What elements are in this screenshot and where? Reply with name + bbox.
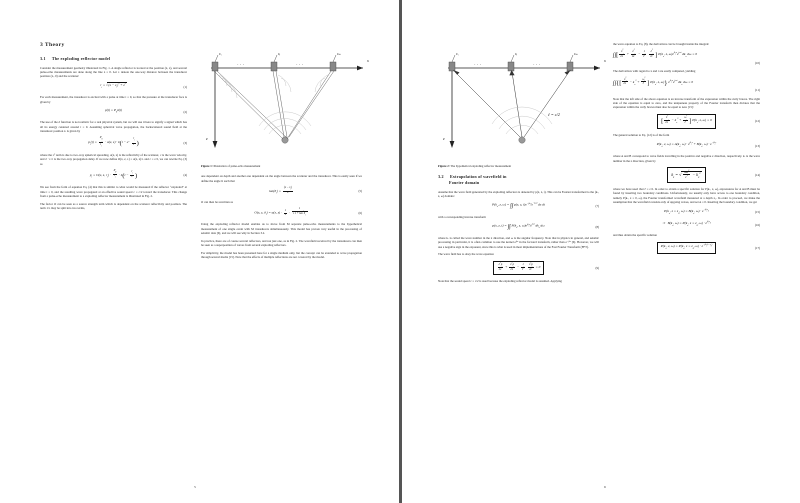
figure-2-diagram	[438, 42, 616, 162]
svg-text:x: x	[604, 58, 606, 63]
paragraph: Using the exploding reflector model enables us to move from M separate pulse-echo measurements to the hypothetical measurement of one single event with M transducers simultaneously. This model has proven very useful in the processing of seismic data [6], and we will see why in Section 3.2.	[201, 222, 362, 235]
equation-14-tag: (14)	[754, 172, 760, 177]
equation-5-tag: (5)	[358, 189, 362, 194]
paragraph: Note that the left side of the above equation is an inverse transform of the expression within the curly braces. The right side of the equation is equal to zero, and the uniqueness property of the Fourier transform then dictates that the expression within the curly braces must also be equal to zero [15]:	[613, 96, 760, 110]
equation-8-tag: (8)	[595, 225, 599, 230]
svg-text:· · ·: · · ·	[296, 63, 304, 68]
equation-10-tag: (10)	[754, 60, 760, 65]
figure-1-diagram	[201, 42, 379, 162]
equation-7	[438, 202, 599, 210]
equation-2-body: $p(t) = P_0\delta(t)$	[105, 108, 122, 115]
figure-1-caption	[201, 164, 362, 168]
paragraph: where we have used that ĉ = c/2. In order to obtain a specific solution for P(kₓ, z, ω), expressions for A and B must be found by inserting two boundary conditions. Unfortunately, we usually only have access to one boundary condition, namely P(kₓ, z = 0, ω), the Fourier transformed wavefield measured at a depth z₀. In order to proceed, we make the assumption that the wavefield consists only of upgoing waves, and set A = 0. Inserting the boundary condition, we get	[613, 187, 760, 205]
equation-14-body: $k_z$ = √ $\frac{4\omega^2}{c^2}$ − $k_x^2$	[667, 167, 705, 183]
figure-2	[438, 42, 606, 168]
paragraph: where the rᵢ² term is due to two-way spherical spreading, α(x, z) is the reflectivity of the scatterer, c is the wave velocity, and 2 · rᵢ/c is the two-way propagation delay. If we now define O(x, z, rᵢ) = α(x, z)/rᵢ and c = c/2, we can rewrite Eq. (3) as	[40, 153, 187, 166]
subsection-number: 3.1	[40, 55, 46, 61]
svg-text:· · ·: · · ·	[237, 63, 245, 68]
paragraph: The wave field has to obey the wave equation	[438, 252, 494, 257]
svg-text:xᵢ: xᵢ	[278, 52, 281, 56]
svg-text:xᵢ: xᵢ	[515, 52, 518, 56]
right-page-column-1	[438, 42, 606, 422]
figure-2-caption-text: The hypothetical exploding reflector measurement	[450, 164, 512, 168]
equation-16-body: ⇒ $B(k_x$, $\omega) = P(k_x$, $z = z_0$, $\omega) \cdot e^{jk_zz_0}$	[662, 221, 711, 228]
equation-10	[613, 50, 760, 65]
paragraph: where A and B correspond to wave fields travelling in the positive and negative z direction, respectively. kᵣ is the wave number in the z direction, given by	[613, 154, 760, 163]
equation-17-body: $P(k_x$, z, $\omega) = P(k_x$, $z = z_0$, $\omega) \cdot e^{-jk_z(z-z_0)}$	[657, 242, 717, 254]
equation-1	[40, 83, 187, 91]
equation-13	[613, 142, 760, 150]
figure-1-caption-label: Figure 1:	[201, 164, 213, 168]
section-title: Theory	[44, 42, 65, 48]
figure-2-caption-label: Figure 2:	[438, 164, 450, 168]
subsection-3-2-heading	[438, 174, 599, 186]
equation-1-tag: (1)	[183, 84, 187, 89]
equation-12-tag: (12)	[754, 119, 760, 124]
section-heading	[40, 42, 187, 50]
figure-1	[201, 42, 369, 168]
subsection-number: 3.2	[438, 174, 444, 180]
svg-text:x: x	[367, 58, 369, 63]
paragraph: The use of the δ function is not realistic for a real physical system, but we will use it here to signify a signal which has all its energy centered around t = 0. Assuming spherical wave propagation, the backscattered sound field at the transducer position xᵢ is given by	[40, 120, 187, 133]
svg-text:· · ·: · · ·	[474, 63, 482, 68]
paragraph: The factor O can be seen as a source strength term which is dependent on the scatterer reflectivity and position. The term 1/rᵢ may be split into two terms,	[40, 201, 187, 210]
equation-5	[201, 187, 362, 196]
equation-8-body: p(x, z, t) = ∫∫ $P(k_x$, z, $\omega)e^{jk_xx}e^{j\omega t}$ $dk_x$ dω	[492, 223, 545, 231]
figure-2-caption	[438, 164, 599, 168]
svg-text:z: z	[206, 136, 208, 141]
equation-11	[613, 78, 760, 93]
paragraph: where kₓ is called the wave number in the x direction, and ω is the angular frequency. Note that in physics in general, and seismic processing in particular, it is often common to use the kernel eʲᵏˣ in the forward transform, rather than e⁻ʲᵏˣ [6]. However, we will use a negative sign in the exponent, since this is what is used in most implementations of the Fast Fourier Transform (FFT).	[438, 236, 599, 249]
equation-17-tag: (17)	[754, 245, 760, 250]
equation-11-body: ∫∫{[ $\frac{\partial^2}{\partial z^2}$ − $k_x^2$ + $\frac{\omega^2}{ĉ^2}$ ] $P(k_x$, z, ω)} $e^{jk_xx}e^{j\omega t}$ $dk_x$ dω = 0	[613, 76, 694, 87]
equation-3-tag: (3)	[183, 140, 187, 145]
equation-13-body: $P(k_x$, z, $\omega) = A(k_x$, $\omega) \cdot e^{jk_zz} + B(k_x$, $\omega) \cdot e^{-jk_zz}$	[656, 142, 717, 149]
right-page-column-2	[613, 42, 760, 422]
equation-1-body: $r_i = √(x - x_i)^2 + z^2$	[100, 83, 126, 89]
svg-text:xₘ: xₘ	[337, 52, 341, 56]
svg-text:xₘ: xₘ	[574, 52, 578, 56]
equation-9-body: $\frac{\partial^2p}{\partial x^2}$ + $\frac{\partial^2p}{\partial z^2}$ − $\frac{1}{ĉ^2}$ $\frac{\partial^2p}{\partial t^2}$ = 0	[493, 261, 545, 275]
equation-8	[438, 223, 599, 231]
page-gutter-divider	[390, 0, 410, 503]
equation-6-tag: (6)	[358, 210, 362, 215]
paragraph: The derivatives with regard to x and t are easily computed, yielding	[613, 69, 696, 74]
paragraph: For simplicity, the model has been presented here for a single medium only, but the concept can be extended to wave propagation through several media [15]. Note that the effects of multiple reflections are not covered by the model.	[201, 250, 362, 259]
paragraph: Assume that the wave field generated by the exploding reflectors is denoted by p(x, z, t). This can be Fourier transformed to the (kₓ, z, ω) domain:	[438, 189, 599, 199]
subsection-3-1-heading	[40, 56, 187, 62]
equation-9-tag: (9)	[595, 265, 599, 270]
page-right	[410, 0, 800, 503]
subsection-title-line2: Fourier domain	[449, 180, 480, 185]
equation-3-body: $p_i(t)$ = $\frac{P_0}{r_i^2}$ · α(x, z) · δ(t − 2 · $\frac{r_i}{c}$ )	[88, 136, 139, 148]
equation-6-body: O(x, z, $\theta_i) = \alpha(x$, z) · $\frac{1}{z}$ · $\frac{1}{√1 + \tan^2\theta_i}$	[254, 207, 306, 217]
equation-11-tag: (11)	[755, 87, 760, 92]
equation-12	[613, 114, 760, 129]
svg-text:x₁: x₁	[219, 52, 222, 56]
paragraph: We see from the form of equation Eq. (4) that this is similar to what would be measured if the reflector “exploded” at time t = 0, and the resulting wave propagated at an effective sound speed c = c/2 toward the transducer. This change from a pulse-echo measurement to a exploding reflector measurement is illustrated in Fig. 2.	[40, 185, 187, 198]
equation-9	[438, 261, 599, 275]
paragraph: and thus obtain the specific solution	[613, 233, 657, 238]
equation-7-tag: (7)	[595, 204, 599, 209]
equation-14	[613, 167, 760, 183]
equation-16	[613, 221, 760, 229]
equation-16-tag: (16)	[754, 222, 760, 227]
equation-15-tag: (15)	[754, 210, 760, 215]
subsection-title-line1: Extrapolation of wavefield in	[449, 174, 507, 180]
equation-17	[613, 242, 760, 254]
paragraph: the wave equation to Eq. (8), the derivatives can be brought inside the integral:	[613, 42, 710, 46]
equation-15-body: $P(k_x$, $z = z_0$, $\omega) = B(k_x$, $\omega) \cdot e^{-jk_zz_0}$	[664, 208, 709, 215]
equation-2	[40, 108, 187, 116]
svg-text:ĉ = c/2: ĉ = c/2	[548, 112, 560, 117]
paragraph: Note that the sound speed c = c/2 is used because the exploding reflector model is assumed. Applying	[438, 279, 562, 284]
svg-text:· · ·: · · ·	[533, 63, 541, 68]
equation-6	[201, 208, 362, 217]
figure-1-caption-text: Illustration of pulse-echo measurement	[213, 164, 261, 168]
equation-3	[40, 137, 187, 148]
section-number: 3	[40, 42, 44, 48]
paragraph: one dependent on depth and another one dependent on the angle between the scatterer and the transducer. This is easily seen if we define the angle θᵢ such that	[201, 174, 362, 183]
equation-2-tag: (2)	[183, 109, 187, 114]
equation-13-tag: (13)	[754, 143, 760, 148]
equation-15	[613, 208, 760, 216]
equation-5-body: $\tan(\theta_i)$ = $\frac{(x - x_i)}{z}$	[269, 185, 292, 195]
right-page-columns	[438, 42, 760, 422]
paragraph: O can then be rewritten as	[201, 200, 233, 205]
equation-12-body: [ $\frac{\partial^2}{\partial z^2}$ − $k_x^2$ + $\frac{\omega^2}{ĉ^2}$ ] $P(k_x$, z, ω) = 0	[657, 114, 716, 129]
paragraph: For each measurement, the transducer is excited with a pulse at time t = 0, so that the pressure at the transducer face is given by	[40, 95, 187, 104]
paragraph: with a corresponding inverse transform	[438, 215, 486, 220]
equation-4	[40, 170, 187, 181]
page-number-right: 6	[604, 485, 606, 489]
left-page-column-2	[201, 42, 369, 422]
page-left	[0, 0, 390, 503]
equation-4-body: $p_i = O(x$, z, $r_i$) · $\frac{P_0}{r_i}$ · δ(t − $\frac{r_i}{ĉ}$ )	[89, 168, 138, 180]
subsection-title: The exploding reflector model	[51, 55, 111, 61]
svg-text:z: z	[443, 136, 445, 141]
svg-text:x₁: x₁	[456, 52, 459, 56]
left-page-columns	[40, 42, 369, 422]
paragraph: Consider the measurement geometry illustrated in Fig. 1. A single reflector is located at the position (x, z), and several pulse-echo measurements are done along the line z = 0. Let rᵢ denote the one-way distance between the transducer position (xᵢ, 0) and the scatterer:	[40, 65, 187, 79]
equation-10-body: ∫∫[ $\frac{\partial^2}{\partial x^2}$ + $\frac{\partial^2}{\partial z^2}$ − $\frac{1}{ĉ^2}$ $\frac{\partial^2}{\partial t^2}$ ] $P(k_x$, z, $\omega)e^{jk_xx}e^{j\omega t}$ $dk_x$ dω = 0	[613, 49, 698, 60]
left-page-column-1	[40, 42, 187, 422]
equation-7-body: $P(k_x$, z, ω) = ∫∫ p(x, z, $t)e^{-jk_xx}e^{-j\omega t}$ dx dt	[492, 202, 545, 210]
paragraph: The general solution to Eq. (12) is of the form	[613, 133, 670, 138]
paragraph: In practice, there are of course several reflectors, and not just one, as in Fig. 2. The wavefield received by the transducers can then be seen as a superposition of waves from several exploding reflectors.	[201, 238, 362, 247]
page-number-left: 5	[194, 485, 196, 489]
equation-4-tag: (4)	[183, 173, 187, 178]
